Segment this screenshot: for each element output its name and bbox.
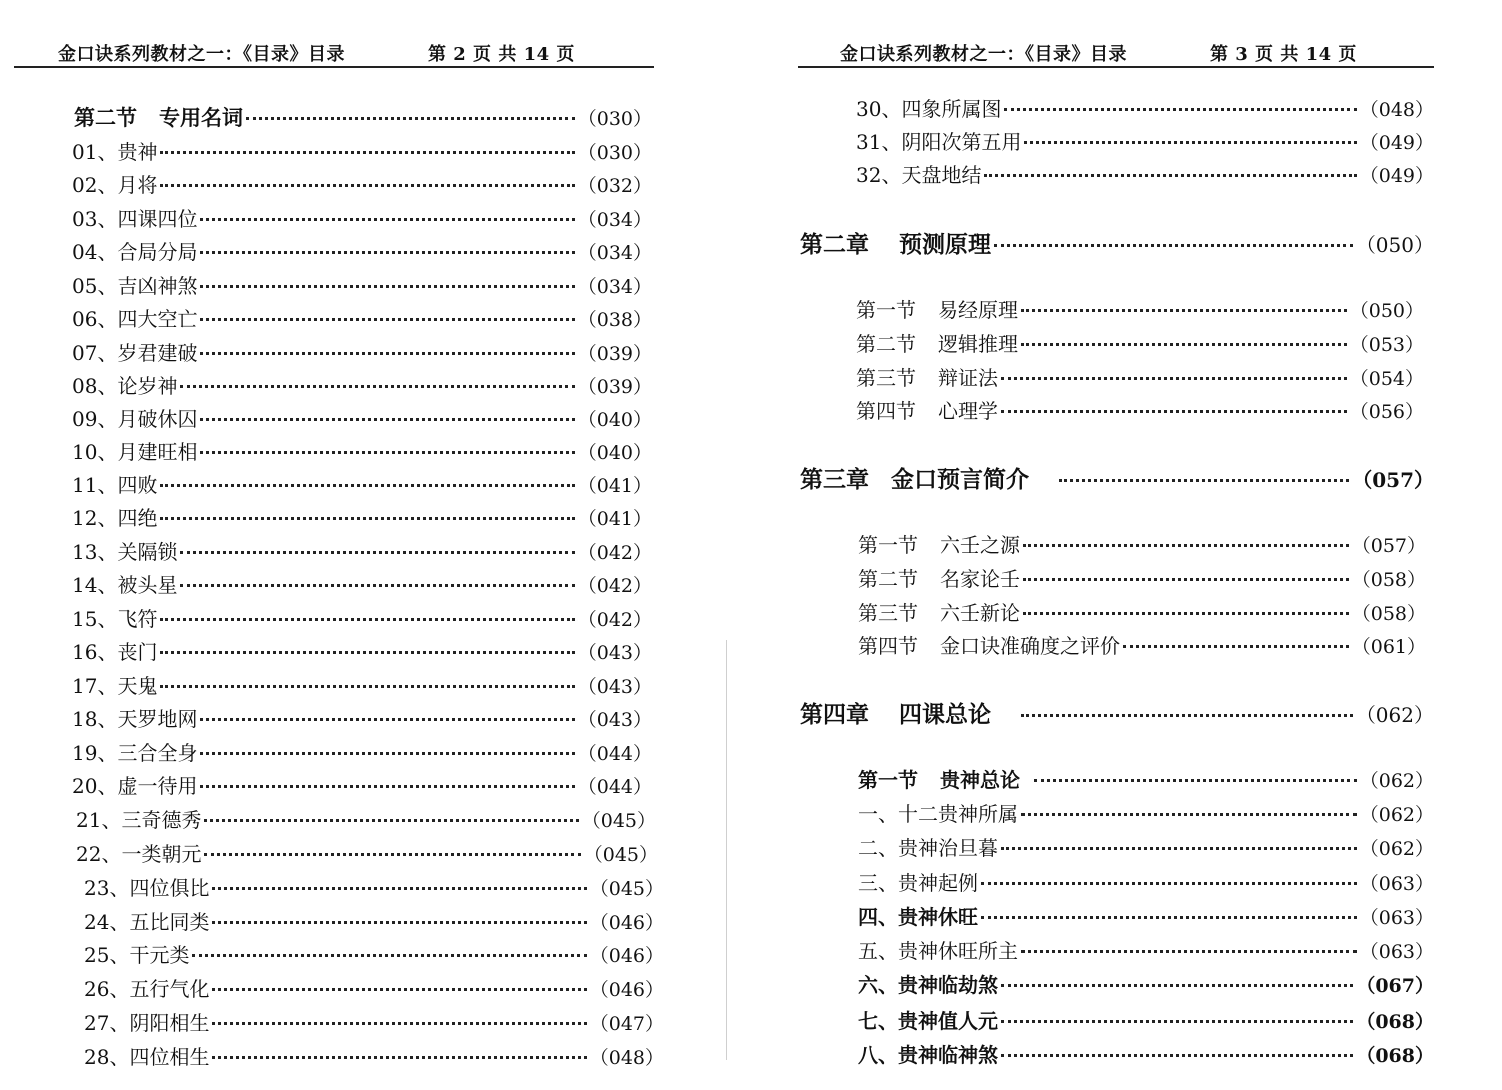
entry-label: 二、贵神治旦暮 bbox=[858, 836, 998, 860]
toc-entry[interactable] bbox=[858, 798, 1434, 827]
dot-leader bbox=[1001, 1054, 1353, 1057]
toc-entry[interactable] bbox=[84, 1007, 664, 1036]
header-page-number: 第 2 页 共 14 页 bbox=[428, 44, 575, 65]
toc-section[interactable] bbox=[858, 597, 1426, 626]
dot-leader bbox=[200, 285, 574, 288]
toc-chapter-3[interactable] bbox=[800, 461, 1434, 494]
dot-leader bbox=[212, 1022, 586, 1025]
page-ref: （030） bbox=[577, 108, 652, 130]
entry-label: 三、贵神起例 bbox=[858, 871, 978, 895]
page-ref: （044） bbox=[577, 743, 652, 765]
section-number: 第二节 bbox=[74, 105, 137, 130]
dot-leader bbox=[160, 651, 574, 654]
page-ref: （046） bbox=[589, 945, 664, 967]
dot-leader bbox=[200, 718, 574, 721]
toc-chapter-2[interactable] bbox=[800, 226, 1434, 259]
dot-leader bbox=[1021, 714, 1353, 717]
dot-leader bbox=[212, 1056, 586, 1059]
page-ref: （062） bbox=[1355, 703, 1434, 727]
chapter-name: 预测原理 bbox=[899, 231, 991, 258]
section-number: 第一节 bbox=[858, 533, 918, 557]
page-ref: （043） bbox=[577, 642, 652, 664]
dot-leader bbox=[1021, 343, 1347, 346]
dot-leader bbox=[981, 882, 1357, 885]
section-name: 贵神总论 bbox=[940, 768, 1020, 792]
entry-label: 22、一类朝元 bbox=[76, 842, 202, 866]
chapter-number: 第三章 bbox=[800, 466, 869, 493]
page-ref: （038） bbox=[577, 309, 652, 331]
page-ref: （034） bbox=[577, 242, 652, 264]
page-ref: （056） bbox=[1349, 401, 1424, 423]
page-ref: （058） bbox=[1351, 569, 1426, 591]
page-ref: （061） bbox=[1351, 636, 1426, 658]
page-ref: （040） bbox=[577, 442, 652, 464]
header-title: 金口诀系列教材之一：《目录》目录 bbox=[840, 44, 1127, 65]
page-ref: （043） bbox=[577, 709, 652, 731]
page-ref: （046） bbox=[589, 979, 664, 1001]
toc-section[interactable] bbox=[858, 764, 1434, 793]
page-ref: （048） bbox=[589, 1047, 664, 1069]
dot-leader bbox=[1034, 779, 1357, 782]
toc-entry[interactable] bbox=[858, 867, 1434, 896]
entry-label: 15、飞符 bbox=[72, 607, 158, 631]
dot-leader bbox=[1023, 578, 1349, 581]
toc-entry[interactable] bbox=[858, 832, 1434, 861]
section-name: 心理学 bbox=[938, 399, 998, 423]
toc-entry[interactable] bbox=[76, 804, 656, 833]
dot-leader bbox=[1021, 813, 1357, 816]
dot-leader bbox=[160, 517, 574, 520]
dot-leader bbox=[1001, 984, 1353, 987]
toc-entry[interactable] bbox=[72, 337, 652, 366]
page-ref: （041） bbox=[577, 475, 652, 497]
page-ref: （057） bbox=[1352, 468, 1434, 492]
toc-entry[interactable] bbox=[72, 303, 652, 332]
toc-entry[interactable] bbox=[72, 536, 652, 565]
dot-leader bbox=[180, 584, 574, 587]
toc-entry[interactable] bbox=[84, 939, 664, 968]
dot-leader bbox=[180, 385, 574, 388]
page-ref: （058） bbox=[1351, 603, 1426, 625]
toc-entry[interactable] bbox=[72, 502, 652, 531]
entry-label: 13、关隔锁 bbox=[72, 540, 178, 564]
section-name: 金口诀准确度之评价 bbox=[940, 634, 1120, 658]
dot-leader bbox=[200, 218, 574, 221]
toc-entry[interactable] bbox=[72, 136, 652, 165]
toc-entry[interactable] bbox=[72, 270, 652, 299]
page-ref: （042） bbox=[577, 609, 652, 631]
dot-leader bbox=[204, 853, 580, 856]
page-ref: （045） bbox=[583, 844, 658, 866]
dot-leader bbox=[200, 785, 574, 788]
toc-section[interactable] bbox=[856, 294, 1424, 323]
toc-entry[interactable] bbox=[76, 838, 658, 867]
section-number: 第一节 bbox=[856, 298, 916, 322]
page-ref: （034） bbox=[577, 209, 652, 231]
chapter-number: 第二章 bbox=[800, 231, 869, 258]
toc-entry[interactable] bbox=[856, 159, 1434, 188]
page-ref: （057） bbox=[1351, 535, 1426, 557]
dot-leader bbox=[160, 151, 574, 154]
dot-leader bbox=[204, 819, 578, 822]
entry-label: 32、天盘地结 bbox=[856, 163, 982, 187]
toc-entry[interactable] bbox=[858, 901, 1434, 930]
entry-label: 11、四败 bbox=[72, 473, 158, 497]
section-number: 第四节 bbox=[858, 634, 918, 658]
toc-section-heading[interactable] bbox=[74, 102, 652, 132]
dot-leader bbox=[1059, 479, 1349, 482]
toc-entry[interactable] bbox=[72, 403, 652, 432]
toc-section[interactable] bbox=[858, 563, 1426, 592]
dot-leader bbox=[981, 916, 1357, 919]
page-ref: （040） bbox=[577, 409, 652, 431]
entry-label: 17、天鬼 bbox=[72, 674, 158, 698]
entry-label: 四、贵神休旺 bbox=[858, 905, 978, 929]
dot-leader bbox=[1001, 1020, 1353, 1023]
section-name: 辩证法 bbox=[938, 366, 998, 390]
chapter-number: 第四章 bbox=[800, 701, 869, 728]
dot-leader bbox=[1024, 141, 1356, 144]
dot-leader bbox=[984, 174, 1356, 177]
page-ref: （039） bbox=[577, 376, 652, 398]
toc-entry[interactable] bbox=[72, 670, 652, 699]
entry-label: 10、月建旺相 bbox=[72, 440, 198, 464]
toc-entry[interactable] bbox=[84, 872, 664, 901]
toc-entry[interactable] bbox=[72, 636, 652, 665]
page-header bbox=[14, 36, 654, 68]
toc-entry[interactable] bbox=[858, 1005, 1434, 1034]
page-ref: （043） bbox=[577, 676, 652, 698]
page-ref: （068） bbox=[1356, 1011, 1434, 1033]
entry-label: 12、四绝 bbox=[72, 506, 158, 530]
entry-label: 31、阴阳次第五用 bbox=[856, 130, 1022, 154]
toc-entry[interactable] bbox=[72, 603, 652, 632]
page-ref: （067） bbox=[1356, 975, 1434, 997]
page-ref: （054） bbox=[1349, 368, 1424, 390]
page-ref: （045） bbox=[581, 810, 656, 832]
toc-section[interactable] bbox=[858, 529, 1426, 558]
page-ref: （046） bbox=[589, 912, 664, 934]
toc-entry[interactable] bbox=[72, 203, 652, 232]
dot-leader bbox=[200, 318, 574, 321]
dot-leader bbox=[212, 988, 586, 991]
entry-label: 02、月将 bbox=[72, 173, 158, 197]
page-ref: （042） bbox=[577, 575, 652, 597]
toc-entry[interactable] bbox=[72, 703, 652, 732]
entry-label: 21、三奇德秀 bbox=[76, 808, 202, 832]
entry-label: 01、贵神 bbox=[72, 140, 158, 164]
page-ref: （062） bbox=[1359, 770, 1434, 792]
dot-leader bbox=[200, 451, 574, 454]
entry-label: 24、五比同类 bbox=[84, 910, 210, 934]
entry-label: 28、四位相生 bbox=[84, 1045, 210, 1069]
section-name: 六壬之源 bbox=[940, 533, 1020, 557]
section-number: 第二节 bbox=[858, 567, 918, 591]
page-ref: （045） bbox=[589, 878, 664, 900]
page-ref: （048） bbox=[1359, 99, 1434, 121]
entry-label: 五、贵神休旺所主 bbox=[858, 939, 1018, 963]
section-number: 第一节 bbox=[858, 768, 918, 792]
left-page bbox=[0, 0, 740, 1090]
entry-label: 20、虚一待用 bbox=[72, 774, 198, 798]
toc-entry[interactable] bbox=[858, 969, 1434, 998]
entry-label: 27、阴阳相生 bbox=[84, 1011, 210, 1035]
dot-leader bbox=[1021, 309, 1347, 312]
entry-label: 30、四象所属图 bbox=[856, 97, 1002, 121]
page-header bbox=[798, 36, 1434, 68]
page-ref: （034） bbox=[577, 276, 652, 298]
dot-leader bbox=[212, 887, 586, 890]
section-number: 第三节 bbox=[856, 366, 916, 390]
toc-entry[interactable] bbox=[72, 436, 652, 465]
entry-label: 八、贵神临神煞 bbox=[858, 1043, 998, 1067]
right-page bbox=[752, 0, 1502, 1090]
entry-label: 04、合局分局 bbox=[72, 240, 198, 264]
toc-entry[interactable] bbox=[72, 169, 652, 198]
toc-section[interactable] bbox=[856, 395, 1424, 424]
toc-entry[interactable] bbox=[858, 1039, 1434, 1068]
dot-leader bbox=[994, 244, 1353, 247]
dot-leader bbox=[1001, 377, 1347, 380]
section-name: 专用名词 bbox=[159, 105, 243, 130]
header-title: 金口诀系列教材之一：《目录》目录 bbox=[58, 44, 345, 65]
toc-entry[interactable] bbox=[72, 469, 652, 498]
page-ref: （030） bbox=[577, 142, 652, 164]
entry-label: 23、四位俱比 bbox=[84, 876, 210, 900]
dot-leader bbox=[200, 752, 574, 755]
page-ref: （063） bbox=[1359, 907, 1434, 929]
toc-section[interactable] bbox=[856, 362, 1424, 391]
dot-leader bbox=[1021, 950, 1357, 953]
page-ref: （049） bbox=[1359, 165, 1434, 187]
dot-leader bbox=[192, 954, 586, 957]
toc-entry[interactable] bbox=[72, 569, 652, 598]
page-ref: （068） bbox=[1356, 1045, 1434, 1067]
dot-leader bbox=[1023, 612, 1349, 615]
entry-label: 16、丧门 bbox=[72, 640, 158, 664]
entry-label: 26、五行气化 bbox=[84, 977, 210, 1001]
toc-entry[interactable] bbox=[856, 93, 1434, 122]
page-ref: （032） bbox=[577, 175, 652, 197]
page-ref: （062） bbox=[1359, 838, 1434, 860]
section-name: 逻辑推理 bbox=[938, 332, 1018, 356]
toc-entry[interactable] bbox=[858, 935, 1434, 964]
page-gutter bbox=[726, 640, 727, 1060]
page-ref: （063） bbox=[1359, 873, 1434, 895]
toc-entry[interactable] bbox=[72, 737, 652, 766]
page-ref: （047） bbox=[589, 1013, 664, 1035]
page-ref: （062） bbox=[1359, 804, 1434, 826]
page-ref: （042） bbox=[577, 542, 652, 564]
page-ref: （049） bbox=[1359, 132, 1434, 154]
toc-entry[interactable] bbox=[84, 906, 664, 935]
dot-leader bbox=[180, 551, 574, 554]
chapter-name: 四课总论 bbox=[899, 701, 991, 728]
chapter-name: 金口预言简介 bbox=[891, 466, 1029, 493]
toc-entry[interactable] bbox=[84, 1041, 664, 1070]
dot-leader bbox=[200, 251, 574, 254]
section-name: 易经原理 bbox=[938, 298, 1018, 322]
section-name: 名家论壬 bbox=[940, 567, 1020, 591]
dot-leader bbox=[1001, 410, 1347, 413]
dot-leader bbox=[1123, 645, 1349, 648]
dot-leader bbox=[246, 117, 575, 120]
toc-entry[interactable] bbox=[72, 770, 652, 799]
entry-label: 09、月破休囚 bbox=[72, 407, 198, 431]
page-ref: （050） bbox=[1349, 300, 1424, 322]
section-name: 六壬新论 bbox=[940, 601, 1020, 625]
dot-leader bbox=[1004, 108, 1356, 111]
toc-entry[interactable] bbox=[856, 126, 1434, 155]
page-ref: （053） bbox=[1349, 334, 1424, 356]
dot-leader bbox=[200, 418, 574, 421]
dot-leader bbox=[160, 618, 574, 621]
entry-label: 05、吉凶神煞 bbox=[72, 274, 198, 298]
dot-leader bbox=[160, 484, 574, 487]
page-ref: （041） bbox=[577, 508, 652, 530]
section-number: 第三节 bbox=[858, 601, 918, 625]
entry-label: 06、四大空亡 bbox=[72, 307, 198, 331]
entry-label: 07、岁君建破 bbox=[72, 341, 198, 365]
page-ref: （039） bbox=[577, 343, 652, 365]
section-number: 第四节 bbox=[856, 399, 916, 423]
dot-leader bbox=[200, 352, 574, 355]
page-ref: （044） bbox=[577, 776, 652, 798]
dot-leader bbox=[160, 184, 574, 187]
toc-chapter-4[interactable] bbox=[800, 696, 1434, 729]
dot-leader bbox=[1023, 544, 1349, 547]
page-ref: （063） bbox=[1359, 941, 1434, 963]
toc-entry[interactable] bbox=[72, 370, 652, 399]
toc-section[interactable] bbox=[858, 630, 1426, 659]
dot-leader bbox=[160, 685, 574, 688]
toc-entry[interactable] bbox=[84, 973, 664, 1002]
entry-label: 七、贵神值人元 bbox=[858, 1009, 998, 1033]
dot-leader bbox=[1001, 847, 1357, 850]
entry-label: 14、被头星 bbox=[72, 573, 178, 597]
entry-label: 19、三合全身 bbox=[72, 741, 198, 765]
header-page-number: 第 3 页 共 14 页 bbox=[1210, 44, 1357, 65]
entry-label: 六、贵神临劫煞 bbox=[858, 973, 998, 997]
entry-label: 25、干元类 bbox=[84, 943, 190, 967]
dot-leader bbox=[212, 921, 586, 924]
entry-label: 一、十二贵神所属 bbox=[858, 802, 1018, 826]
toc-entry[interactable] bbox=[72, 236, 652, 265]
page-ref: （050） bbox=[1355, 233, 1434, 257]
toc-section[interactable] bbox=[856, 328, 1424, 357]
section-number: 第二节 bbox=[856, 332, 916, 356]
entry-label: 03、四课四位 bbox=[72, 207, 198, 231]
entry-label: 08、论岁神 bbox=[72, 374, 178, 398]
entry-label: 18、天罗地网 bbox=[72, 707, 198, 731]
